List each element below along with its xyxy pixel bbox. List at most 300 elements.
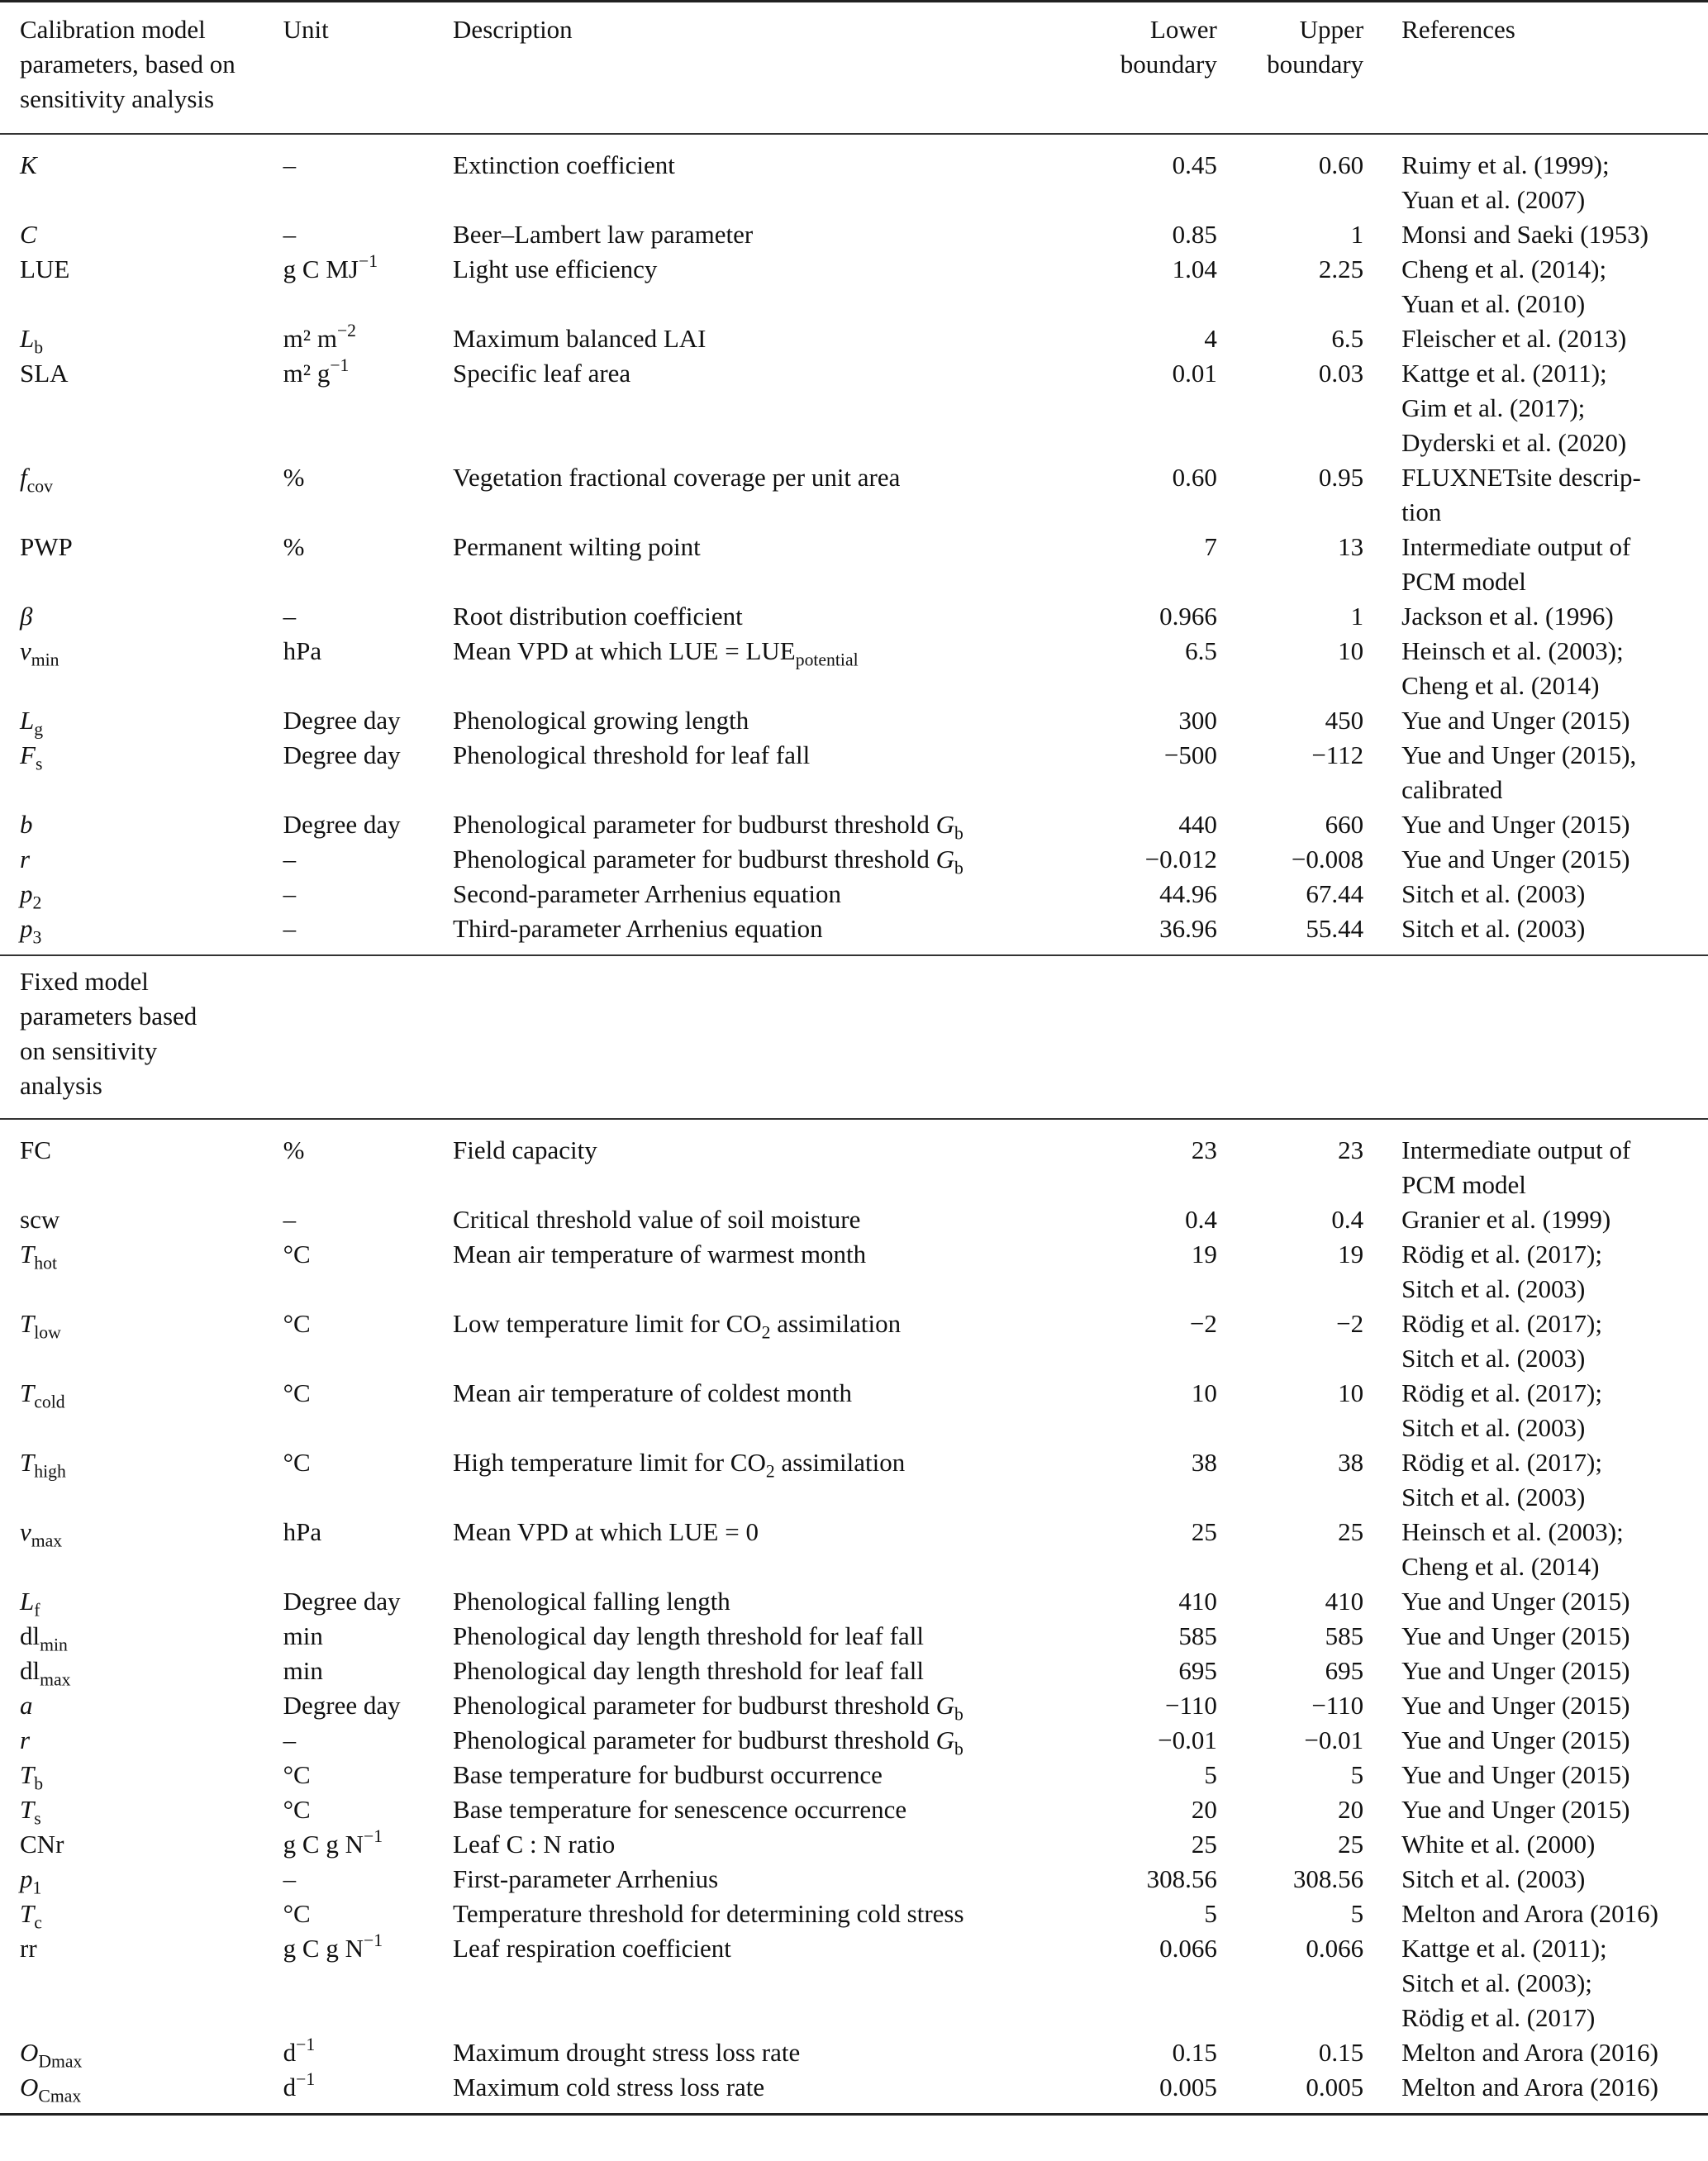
param-symbol-cell	[0, 1758, 283, 1792]
upper-boundary-value: −2	[1336, 1309, 1364, 1338]
param-unit-text: –	[283, 1725, 297, 1754]
param-description: Maximum cold stress loss rate	[453, 2073, 765, 2102]
table-row	[0, 1376, 1708, 1445]
reference: Granier et al. (1999)	[1401, 1205, 1611, 1234]
param-symbol-cell	[0, 1723, 283, 1758]
references-cell	[1363, 738, 1708, 807]
param-unit: $d^{-1}$	[283, 2034, 316, 2067]
param-symbol: PWP	[20, 532, 73, 561]
param-symbol: K	[20, 150, 37, 179]
param-subscript: hot	[34, 1253, 57, 1273]
param-unit: g C $MJ^{-1}$	[283, 250, 378, 283]
reference: Monsi and Saeki (1953)	[1401, 220, 1649, 249]
param-symbol: p	[20, 1864, 33, 1893]
param-unit	[283, 1619, 453, 1654]
param-description: First-parameter Arrhenius	[453, 1864, 719, 1893]
param-unit-text: °C	[283, 1240, 311, 1269]
param-symbol-cell	[0, 703, 283, 738]
param-unit	[283, 1445, 453, 1515]
param-description: Phenological parameter for budburst threshold $G_b$	[453, 845, 963, 878]
upper-boundary-value: 0.005	[1306, 2073, 1364, 2102]
lower-boundary-value: 1.04	[1172, 255, 1217, 283]
lower-boundary-value: 440	[1178, 810, 1217, 839]
upper-boundary-value: −0.008	[1291, 845, 1364, 873]
reference: Yue and Unger (2015),	[1401, 740, 1637, 769]
param-unit	[283, 842, 453, 877]
upper-boundary-value: 0.15	[1318, 2038, 1364, 2067]
lower-boundary-value: 695	[1178, 1656, 1217, 1685]
param-unit	[283, 134, 453, 217]
lower-boundary-value: 0.066	[1159, 1934, 1217, 1963]
reference: Heinsch et al. (2003);	[1401, 636, 1624, 665]
reference: Ruimy et al. (1999);	[1401, 150, 1610, 179]
param-description: Phenological parameter for budburst threshold $G_b$	[453, 810, 963, 844]
param-unit	[283, 599, 453, 634]
lower-boundary-value: 308.56	[1146, 1864, 1217, 1893]
lower-boundary-value: 0.15	[1172, 2038, 1217, 2067]
param-symbol-cell	[0, 1515, 283, 1584]
param-symbol-cell	[0, 530, 283, 599]
lower-boundary-value: 7	[1204, 532, 1217, 561]
param-unit-text: Degree day	[283, 1587, 401, 1616]
reference: Kattge et al. (2011);	[1401, 1934, 1607, 1963]
reference: Rödig et al. (2017);	[1401, 1309, 1602, 1338]
param-unit-text: °C	[283, 1795, 311, 1824]
reference: Intermediate output of	[1401, 1135, 1631, 1164]
table-row	[0, 1654, 1708, 1688]
table-row	[0, 738, 1708, 807]
param-symbol-cell	[0, 2035, 283, 2070]
param-subscript: cold	[34, 1392, 65, 1412]
param-description: Third-parameter Arrhenius equation	[453, 914, 823, 943]
table-row	[0, 134, 1708, 217]
references-cell	[1363, 1515, 1708, 1584]
param-description: Mean air temperature of warmest month	[453, 1240, 867, 1269]
table-row	[0, 356, 1708, 460]
param-unit	[283, 1376, 453, 1445]
reference: Yue and Unger (2015)	[1401, 1795, 1630, 1824]
fixed-section-header	[0, 955, 1708, 1119]
param-symbol: f	[20, 463, 27, 492]
param-subscript: low	[34, 1322, 61, 1343]
param-symbol-cell	[0, 1584, 283, 1619]
param-description: Phenological falling length	[453, 1587, 730, 1616]
references-cell	[1363, 1307, 1708, 1376]
table-row	[0, 1758, 1708, 1792]
lower-boundary-value: 0.966	[1159, 602, 1217, 631]
param-unit-text: –	[283, 879, 297, 908]
param-unit-text: g C g N	[283, 1830, 364, 1859]
lower-boundary-value: 44.96	[1159, 879, 1217, 908]
param-subscript: 3	[32, 927, 42, 948]
param-unit	[283, 1202, 453, 1237]
references-cell	[1363, 1897, 1708, 1931]
param-unit-text: –	[283, 150, 297, 179]
reference: Yue and Unger (2015)	[1401, 810, 1630, 839]
references-cell	[1363, 912, 1708, 955]
reference: Sitch et al. (2003)	[1401, 879, 1586, 908]
param-unit	[283, 807, 453, 842]
param-symbol-cell	[0, 356, 283, 460]
param-unit	[283, 530, 453, 599]
references-cell	[1363, 807, 1708, 842]
param-symbol: p	[20, 879, 33, 908]
lower-boundary-value: 23	[1191, 1135, 1217, 1164]
param-symbol-cell	[0, 807, 283, 842]
param-symbol: b	[20, 810, 33, 839]
upper-boundary-value: 5	[1350, 1899, 1364, 1928]
param-symbol-cell	[0, 912, 283, 955]
param-unit: m² $m^{-2}$	[283, 320, 357, 353]
param-unit-text: g C MJ	[283, 255, 359, 283]
param-description: Mean air temperature of coldest month	[453, 1378, 852, 1407]
param-description: Phenological parameter for budburst threshold $G_b$	[453, 1691, 963, 1725]
param-symbol: T	[20, 1760, 35, 1789]
param-symbol-cell	[0, 1119, 283, 1202]
param-symbol-cell	[0, 1827, 283, 1862]
param-description: Specific leaf area	[453, 359, 631, 388]
param-description: Low temperature limit for $CO_2$ assimilation	[453, 1309, 902, 1343]
references-cell	[1363, 1237, 1708, 1307]
reference: Gim et al. (2017);	[1401, 393, 1586, 422]
reference: Sitch et al. (2003);	[1401, 1968, 1592, 1997]
reference: Intermediate output of	[1401, 532, 1631, 561]
upper-boundary-value: −110	[1311, 1691, 1364, 1720]
param-unit-text: min	[283, 1621, 323, 1650]
param-description: Light use efficiency	[453, 255, 658, 283]
table-row	[0, 912, 1708, 955]
param-unit	[283, 703, 453, 738]
param-symbol: T	[20, 1899, 35, 1928]
param-description: Critical threshold value of soil moisture	[453, 1205, 861, 1234]
param-description: High temperature limit for $CO_2$ assimilation	[453, 1448, 906, 1482]
lower-boundary-value: 585	[1178, 1621, 1217, 1650]
param-description: Maximum drought stress loss rate	[453, 2038, 801, 2067]
references-cell	[1363, 134, 1708, 217]
lower-boundary-value: 0.01	[1172, 359, 1217, 388]
lower-boundary-value: 5	[1204, 1760, 1217, 1789]
param-unit-text: Degree day	[283, 740, 401, 769]
upper-boundary-value: 5	[1350, 1760, 1364, 1789]
upper-boundary-value: 308.56	[1292, 1864, 1364, 1893]
param-unit-text: Degree day	[283, 810, 401, 839]
param-unit-text: Degree day	[283, 706, 401, 735]
calibration-section	[0, 134, 1708, 955]
param-unit	[283, 1119, 453, 1202]
lower-boundary-value: 0.60	[1172, 463, 1217, 492]
param-description: Base temperature for budburst occurrence	[453, 1760, 883, 1789]
param-subscript: max	[31, 1530, 63, 1551]
reference: Sitch et al. (2003)	[1401, 1864, 1586, 1893]
param-unit	[283, 217, 453, 252]
param-unit-text: –	[283, 220, 297, 249]
param-unit-text: %	[283, 1135, 305, 1164]
param-symbol: T	[20, 1378, 35, 1407]
param-symbol-cell	[0, 1688, 283, 1723]
param-symbol: F	[20, 740, 36, 769]
table-row	[0, 530, 1708, 599]
param-symbol: r	[20, 845, 31, 873]
param-symbol-cell	[0, 1862, 283, 1897]
table-row	[0, 703, 1708, 738]
table-row	[0, 1307, 1708, 1376]
param-symbol-cell	[0, 1897, 283, 1931]
lower-boundary-value: 6.5	[1185, 636, 1217, 665]
reference: Jackson et al. (1996)	[1401, 602, 1614, 631]
reference: Fleischer et al. (2013)	[1401, 324, 1627, 353]
reference: Sitch et al. (2003)	[1401, 1483, 1586, 1511]
param-unit-text: °C	[283, 1378, 311, 1407]
table-row	[0, 217, 1708, 252]
header-section1: Calibration model parameters, based on sensitivity analysis	[20, 15, 236, 113]
param-symbol: T	[20, 1448, 35, 1477]
upper-boundary-value: 25	[1338, 1830, 1364, 1859]
param-subscript: cov	[26, 476, 53, 497]
reference: Melton and Arora (2016)	[1401, 1899, 1658, 1928]
references-cell	[1363, 356, 1708, 460]
param-unit	[283, 634, 453, 703]
reference: Sitch et al. (2003)	[1401, 914, 1586, 943]
reference: Rödig et al. (2017);	[1401, 1448, 1602, 1477]
param-symbol-cell	[0, 1376, 283, 1445]
param-description: Mean VPD at which LUE = 0	[453, 1517, 759, 1546]
param-unit-text: min	[283, 1656, 323, 1685]
param-unit-text: –	[283, 1205, 297, 1234]
param-symbol: a	[20, 1691, 33, 1720]
param-symbol-cell	[0, 1792, 283, 1827]
param-subscript: Cmax	[38, 2086, 82, 2106]
param-unit	[283, 1897, 453, 1931]
upper-boundary-value: 10	[1338, 1378, 1364, 1407]
reference: Yue and Unger (2015)	[1401, 1725, 1630, 1754]
param-symbol: scw	[20, 1205, 60, 1234]
lower-boundary-value: 0.4	[1185, 1205, 1217, 1234]
references-cell	[1363, 1119, 1708, 1202]
param-unit-text: –	[283, 602, 297, 631]
references-cell	[1363, 1445, 1708, 1515]
lower-boundary-value: 4	[1204, 324, 1217, 353]
upper-boundary-value: 2.25	[1318, 255, 1364, 283]
lower-boundary-value: 5	[1204, 1899, 1217, 1928]
lower-boundary-value: −0.012	[1144, 845, 1217, 873]
param-symbol: O	[20, 2038, 39, 2067]
param-unit	[283, 1758, 453, 1792]
upper-boundary-value: 19	[1338, 1240, 1364, 1269]
param-unit-text: –	[283, 1864, 297, 1893]
upper-boundary-value: 25	[1338, 1517, 1364, 1546]
table-row	[0, 1862, 1708, 1897]
lower-boundary-value: 25	[1191, 1830, 1217, 1859]
upper-boundary-value: 13	[1338, 532, 1364, 561]
reference: Rödig et al. (2017)	[1401, 2003, 1596, 2032]
upper-boundary-value: 0.03	[1318, 359, 1364, 388]
table-row	[0, 2035, 1708, 2070]
upper-boundary-value: 450	[1325, 706, 1364, 735]
upper-boundary-value: −112	[1311, 740, 1364, 769]
fixed-section	[0, 1119, 1708, 2115]
upper-boundary-value: 1	[1350, 220, 1364, 249]
param-subscript: max	[40, 1669, 71, 1690]
param-unit-text: g C g N	[283, 1934, 364, 1963]
param-subscript: 1	[32, 1878, 42, 1898]
param-symbol-cell	[0, 460, 283, 530]
param-subscript: 2	[32, 892, 42, 913]
param-unit: g C g $N^{-1}$	[283, 1825, 383, 1859]
references-cell	[1363, 1688, 1708, 1723]
param-unit-text: m² m	[283, 324, 337, 353]
param-unit-text: Degree day	[283, 1691, 401, 1720]
param-symbol-cell	[0, 877, 283, 912]
param-subscript: s	[35, 754, 43, 774]
reference: White et al. (2000)	[1401, 1830, 1596, 1859]
param-symbol-cell	[0, 634, 283, 703]
lower-boundary-value: 410	[1178, 1587, 1217, 1616]
references-cell	[1363, 530, 1708, 599]
reference: Sitch et al. (2003)	[1401, 1274, 1586, 1303]
reference: FLUXNETsite descrip-	[1401, 463, 1641, 492]
table-row	[0, 599, 1708, 634]
header-unit: Unit	[283, 15, 329, 44]
table-row	[0, 1515, 1708, 1584]
reference: Yuan et al. (2007)	[1401, 185, 1586, 214]
references-cell	[1363, 2070, 1708, 2115]
param-symbol: r	[20, 1725, 31, 1754]
param-symbol: rr	[20, 1934, 37, 1963]
lower-boundary-value: 0.45	[1172, 150, 1217, 179]
table-row	[0, 1119, 1708, 1202]
param-subscript: b	[34, 337, 44, 358]
param-description: Base temperature for senescence occurrence	[453, 1795, 907, 1824]
reference: Cheng et al. (2014);	[1401, 255, 1607, 283]
table-row	[0, 1931, 1708, 2035]
param-unit	[283, 460, 453, 530]
reference: PCM model	[1401, 1170, 1526, 1199]
param-symbol: v	[20, 636, 31, 665]
param-description: Phenological day length threshold for leaf fall	[453, 1656, 924, 1685]
param-symbol-cell	[0, 134, 283, 217]
references-cell	[1363, 1619, 1708, 1654]
table-row	[0, 1584, 1708, 1619]
table-row	[0, 1688, 1708, 1723]
param-description: Phenological parameter for budburst threshold $G_b$	[453, 1725, 963, 1759]
lower-boundary-value: −0.01	[1158, 1725, 1217, 1754]
param-symbol: SLA	[20, 359, 69, 388]
upper-boundary-value: 695	[1325, 1656, 1364, 1685]
param-symbol: dl	[20, 1621, 40, 1650]
table-row	[0, 1723, 1708, 1758]
references-cell	[1363, 217, 1708, 252]
param-unit	[283, 1237, 453, 1307]
upper-boundary-value: 20	[1338, 1795, 1364, 1824]
reference: Rödig et al. (2017);	[1401, 1378, 1602, 1407]
param-description: Second-parameter Arrhenius equation	[453, 879, 842, 908]
param-symbol-cell	[0, 1202, 283, 1237]
references-cell	[1363, 1758, 1708, 1792]
lower-boundary-value: −500	[1163, 740, 1217, 769]
param-description: Leaf respiration coefficient	[453, 1934, 731, 1963]
param-unit-text: %	[283, 463, 305, 492]
upper-boundary-value: 6.5	[1331, 324, 1364, 353]
param-subscript: s	[34, 1808, 41, 1829]
param-symbol: L	[20, 324, 35, 353]
upper-boundary-value: 410	[1325, 1587, 1364, 1616]
param-unit: $d^{-1}$	[283, 2068, 316, 2102]
param-symbol: β	[20, 602, 33, 631]
param-symbol-cell	[0, 1931, 283, 2035]
table-row	[0, 1827, 1708, 1862]
reference: Rödig et al. (2017);	[1401, 1240, 1602, 1269]
param-description: Temperature threshold for determining cold stress	[453, 1899, 964, 1928]
param-symbol-cell	[0, 2070, 283, 2115]
param-symbol: T	[20, 1795, 35, 1824]
table-row	[0, 842, 1708, 877]
param-symbol-cell	[0, 1619, 283, 1654]
references-cell	[1363, 634, 1708, 703]
references-cell	[1363, 1376, 1708, 1445]
references-cell	[1363, 1792, 1708, 1827]
param-unit-text: °C	[283, 1309, 311, 1338]
reference: Yue and Unger (2015)	[1401, 1656, 1630, 1685]
references-cell	[1363, 877, 1708, 912]
header-lower-boundary: Lower boundary	[1120, 15, 1217, 79]
param-symbol: FC	[20, 1135, 51, 1164]
references-cell	[1363, 1931, 1708, 2035]
reference: Yue and Unger (2015)	[1401, 1760, 1630, 1789]
param-description: Mean VPD at which LUE = $LUE_{potential}$	[453, 636, 859, 670]
table-row	[0, 877, 1708, 912]
lower-boundary-value: 20	[1191, 1795, 1217, 1824]
param-unit	[283, 1307, 453, 1376]
param-description: Field capacity	[453, 1135, 597, 1164]
param-symbol: LUE	[20, 255, 70, 283]
references-cell	[1363, 599, 1708, 634]
param-description: Permanent wilting point	[453, 532, 701, 561]
lower-boundary-value: 38	[1191, 1448, 1217, 1477]
lower-boundary-value: 0.005	[1159, 2073, 1217, 2102]
lower-boundary-value: 19	[1191, 1240, 1217, 1269]
param-symbol: C	[20, 220, 37, 249]
param-unit	[283, 1584, 453, 1619]
param-description: Leaf C : N ratio	[453, 1830, 616, 1859]
references-cell	[1363, 1202, 1708, 1237]
reference: Cheng et al. (2014)	[1401, 671, 1600, 700]
param-unit-text: hPa	[283, 636, 322, 665]
reference: Yue and Unger (2015)	[1401, 1691, 1630, 1720]
reference: Yue and Unger (2015)	[1401, 1621, 1630, 1650]
upper-boundary-value: 67.44	[1306, 879, 1364, 908]
param-unit	[283, 1792, 453, 1827]
param-subscript: Dmax	[38, 2051, 83, 2072]
param-unit: g C g $N^{-1}$	[283, 1930, 383, 1963]
param-description: Maximum balanced LAI	[453, 324, 707, 353]
param-subscript: b	[34, 1773, 44, 1794]
references-cell	[1363, 460, 1708, 530]
param-symbol-cell	[0, 217, 283, 252]
references-cell	[1363, 703, 1708, 738]
references-cell	[1363, 1654, 1708, 1688]
param-symbol-cell	[0, 1445, 283, 1515]
reference: Yue and Unger (2015)	[1401, 1587, 1630, 1616]
upper-boundary-value: 0.066	[1306, 1934, 1364, 1963]
param-description: Beer–Lambert law parameter	[453, 220, 754, 249]
param-unit: m² $g^{-1}$	[283, 355, 350, 388]
table-row	[0, 321, 1708, 356]
upper-boundary-value: 1	[1350, 602, 1364, 631]
param-symbol: T	[20, 1240, 35, 1269]
param-symbol: dl	[20, 1656, 40, 1685]
param-description: Root distribution coefficient	[453, 602, 743, 631]
reference: Sitch et al. (2003)	[1401, 1344, 1586, 1373]
